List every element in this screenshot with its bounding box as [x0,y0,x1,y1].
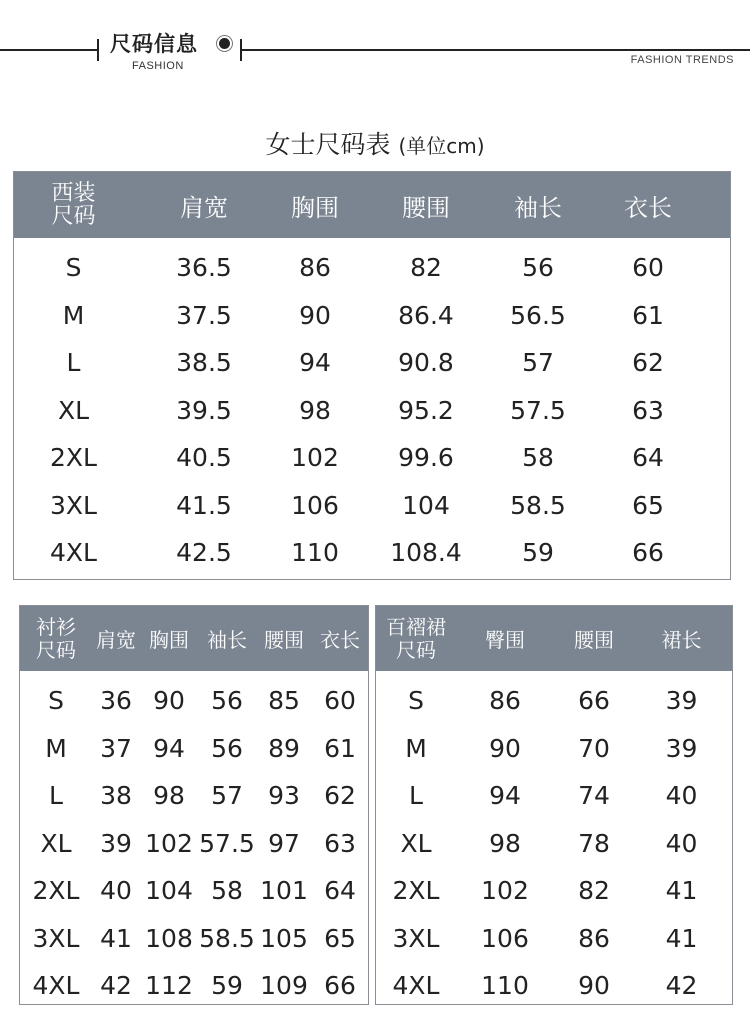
table-body [20,671,368,1010]
fashion-trends-label: FASHION TRENDS [630,54,734,66]
table-cell: 41 [665,923,698,953]
table-cell: 39 [100,828,132,858]
column-header: 腰围 [574,628,614,652]
table-cell: 39 [665,686,698,716]
table-row [376,867,732,915]
column-header: 臀围 [485,628,525,652]
table-cell: 86 [299,253,331,283]
table-cell: 66 [324,971,356,1001]
table-row [20,772,368,820]
table-cell: 60 [324,686,356,716]
table-cell: 58 [211,876,243,906]
table-cell: 36 [100,686,132,716]
column-header: 胸围 [149,628,189,652]
table-cell: 64 [324,876,356,906]
table-cell: 106 [481,923,529,953]
table-cell: 56 [211,686,243,716]
table-cell: 58.5 [510,490,566,520]
table-cell: 101 [260,876,308,906]
table-header [20,606,368,671]
table-row [376,677,732,725]
table-row [14,292,730,340]
table-cell: 102 [291,443,339,473]
table-cell: 58.5 [199,923,255,953]
table-cell: 57 [522,348,554,378]
table-cell: 94 [299,348,331,378]
page-title-main: 女士尺码表 [265,130,391,159]
bullet-dot-icon [219,38,230,49]
table-cell: 40.5 [176,443,232,473]
table-cell: 2XL [50,443,97,473]
table-cell: 65 [324,923,356,953]
table-row [20,962,368,1010]
table-row [20,820,368,868]
table-cell: 95.2 [398,395,454,425]
table-cell: 105 [260,923,308,953]
table-cell: 42 [665,971,698,1001]
table-cell: 57.5 [510,395,566,425]
table-row [14,434,730,482]
table-cell: 2XL [392,876,440,906]
header-line: 衬衫 [36,614,76,639]
table-cell: 102 [145,828,193,858]
table-cell: 38.5 [176,348,232,378]
table-cell: 86.4 [398,300,454,330]
table-cell: 66 [632,538,664,568]
table-cell: 60 [632,253,664,283]
table-cell: 74 [578,781,610,811]
header-left-line [0,49,97,51]
column-header: 袖长 [514,193,562,222]
table-cell: 61 [324,733,356,763]
table-cell: 90 [153,686,185,716]
table-row [14,529,730,577]
column-header: 腰围 [264,628,304,652]
table-cell: 86 [489,686,521,716]
table-cell: 109 [260,971,308,1001]
table-row [14,339,730,387]
table-cell: 102 [481,876,529,906]
header-right-line [242,49,750,51]
table-cell: 90 [489,733,521,763]
table-cell: 63 [632,395,664,425]
table-cell: 41 [100,923,132,953]
table-cell: M [62,300,85,330]
table-cell: 108 [145,923,193,953]
section-title: 尺码信息 [110,32,198,56]
table-cell: 62 [324,781,356,811]
table-cell: 99.6 [398,443,454,473]
table-cell: 90.8 [398,348,454,378]
table-cell: 66 [578,686,610,716]
table-row [14,482,730,530]
table-cell: 3XL [50,490,97,520]
table-cell: 3XL [392,923,440,953]
table-header [14,172,730,238]
table-row [20,725,368,773]
table-cell: 65 [632,490,664,520]
table-row [14,244,730,292]
table-cell: 70 [578,733,610,763]
header-line: 西装 [51,181,96,206]
page-title-unit: (单位cm) [398,134,485,158]
table-cell: 82 [410,253,442,283]
table-cell: 62 [632,348,664,378]
header-line: 百褶裙 [386,614,446,639]
table-cell: M [405,733,427,763]
table-cell: 57.5 [199,828,255,858]
table-cell: 56 [522,253,554,283]
table-cell: 40 [665,781,698,811]
size-column-header [20,616,92,662]
section-subtitle: FASHION [132,60,184,72]
table-cell: S [48,686,64,716]
table-cell: 63 [324,828,356,858]
table-row [20,867,368,915]
table-cell: 56.5 [510,300,566,330]
table-header [376,606,732,671]
table-cell: 39 [665,733,698,763]
table-cell: 90 [299,300,331,330]
table-cell: XL [400,828,432,858]
table-cell: 59 [522,538,554,568]
table-body [14,238,730,577]
table-cell: L [66,348,81,378]
column-header: 衣长 [624,193,672,222]
suit-size-table [13,171,731,580]
table-cell: 98 [299,395,331,425]
table-cell: 37.5 [176,300,232,330]
skirt-size-table [375,605,733,1005]
table-cell: 4XL [32,971,80,1001]
table-cell: 106 [291,490,339,520]
table-cell: 41.5 [176,490,232,520]
table-cell: 42.5 [176,538,232,568]
table-cell: 89 [268,733,300,763]
table-cell: L [49,781,63,811]
table-cell: 98 [489,828,521,858]
table-row [376,915,732,963]
table-row [376,725,732,773]
table-cell: 40 [100,876,132,906]
table-row [376,820,732,868]
column-header: 裙长 [661,628,702,652]
header-left-bar [97,39,99,61]
size-column-header [376,616,456,662]
table-cell: M [45,733,67,763]
table-cell: S [65,253,82,283]
table-body [376,671,732,1010]
table-cell: 38 [100,781,132,811]
table-row [20,677,368,725]
table-cell: 85 [268,686,300,716]
column-header: 胸围 [291,193,339,222]
header-line: 尺码 [51,204,96,229]
table-cell: 78 [578,828,610,858]
table-cell: 42 [100,971,132,1001]
table-cell: 90 [578,971,610,1001]
table-cell: 39.5 [176,395,232,425]
table-cell: 110 [481,971,529,1001]
table-row [14,387,730,435]
table-cell: XL [57,395,90,425]
size-column-header [14,182,133,228]
table-cell: L [409,781,423,811]
column-header: 腰围 [402,193,450,222]
header-line: 尺码 [36,637,76,662]
table-cell: 82 [578,876,610,906]
table-cell: 40 [665,828,698,858]
table-cell: 56 [211,733,243,763]
table-cell: 64 [632,443,664,473]
table-cell: 61 [632,300,664,330]
table-cell: 86 [578,923,610,953]
table-cell: S [408,686,424,716]
table-cell: 2XL [32,876,80,906]
table-row [376,962,732,1010]
page-title [0,125,750,161]
shirt-size-table [19,605,369,1005]
table-row [20,915,368,963]
table-cell: 57 [211,781,243,811]
table-cell: 110 [291,538,339,568]
column-header: 袖长 [207,628,247,652]
table-cell: 104 [145,876,193,906]
table-cell: 37 [100,733,132,763]
column-header: 肩宽 [96,628,136,652]
table-cell: 112 [145,971,193,1001]
table-cell: 108.4 [390,538,462,568]
table-cell: 4XL [392,971,440,1001]
table-cell: XL [40,828,72,858]
table-cell: 59 [211,971,243,1001]
table-cell: 58 [522,443,554,473]
table-cell: 41 [665,876,698,906]
table-cell: 36.5 [176,253,232,283]
header-line: 尺码 [396,637,436,662]
table-row [376,772,732,820]
table-cell: 3XL [32,923,80,953]
table-cell: 104 [402,490,450,520]
table-cell: 4XL [50,538,97,568]
table-cell: 98 [153,781,185,811]
table-cell: 93 [268,781,300,811]
table-cell: 94 [153,733,185,763]
column-header: 肩宽 [180,193,228,222]
table-cell: 94 [489,781,521,811]
table-cell: 97 [268,828,300,858]
column-header: 衣长 [320,628,360,652]
